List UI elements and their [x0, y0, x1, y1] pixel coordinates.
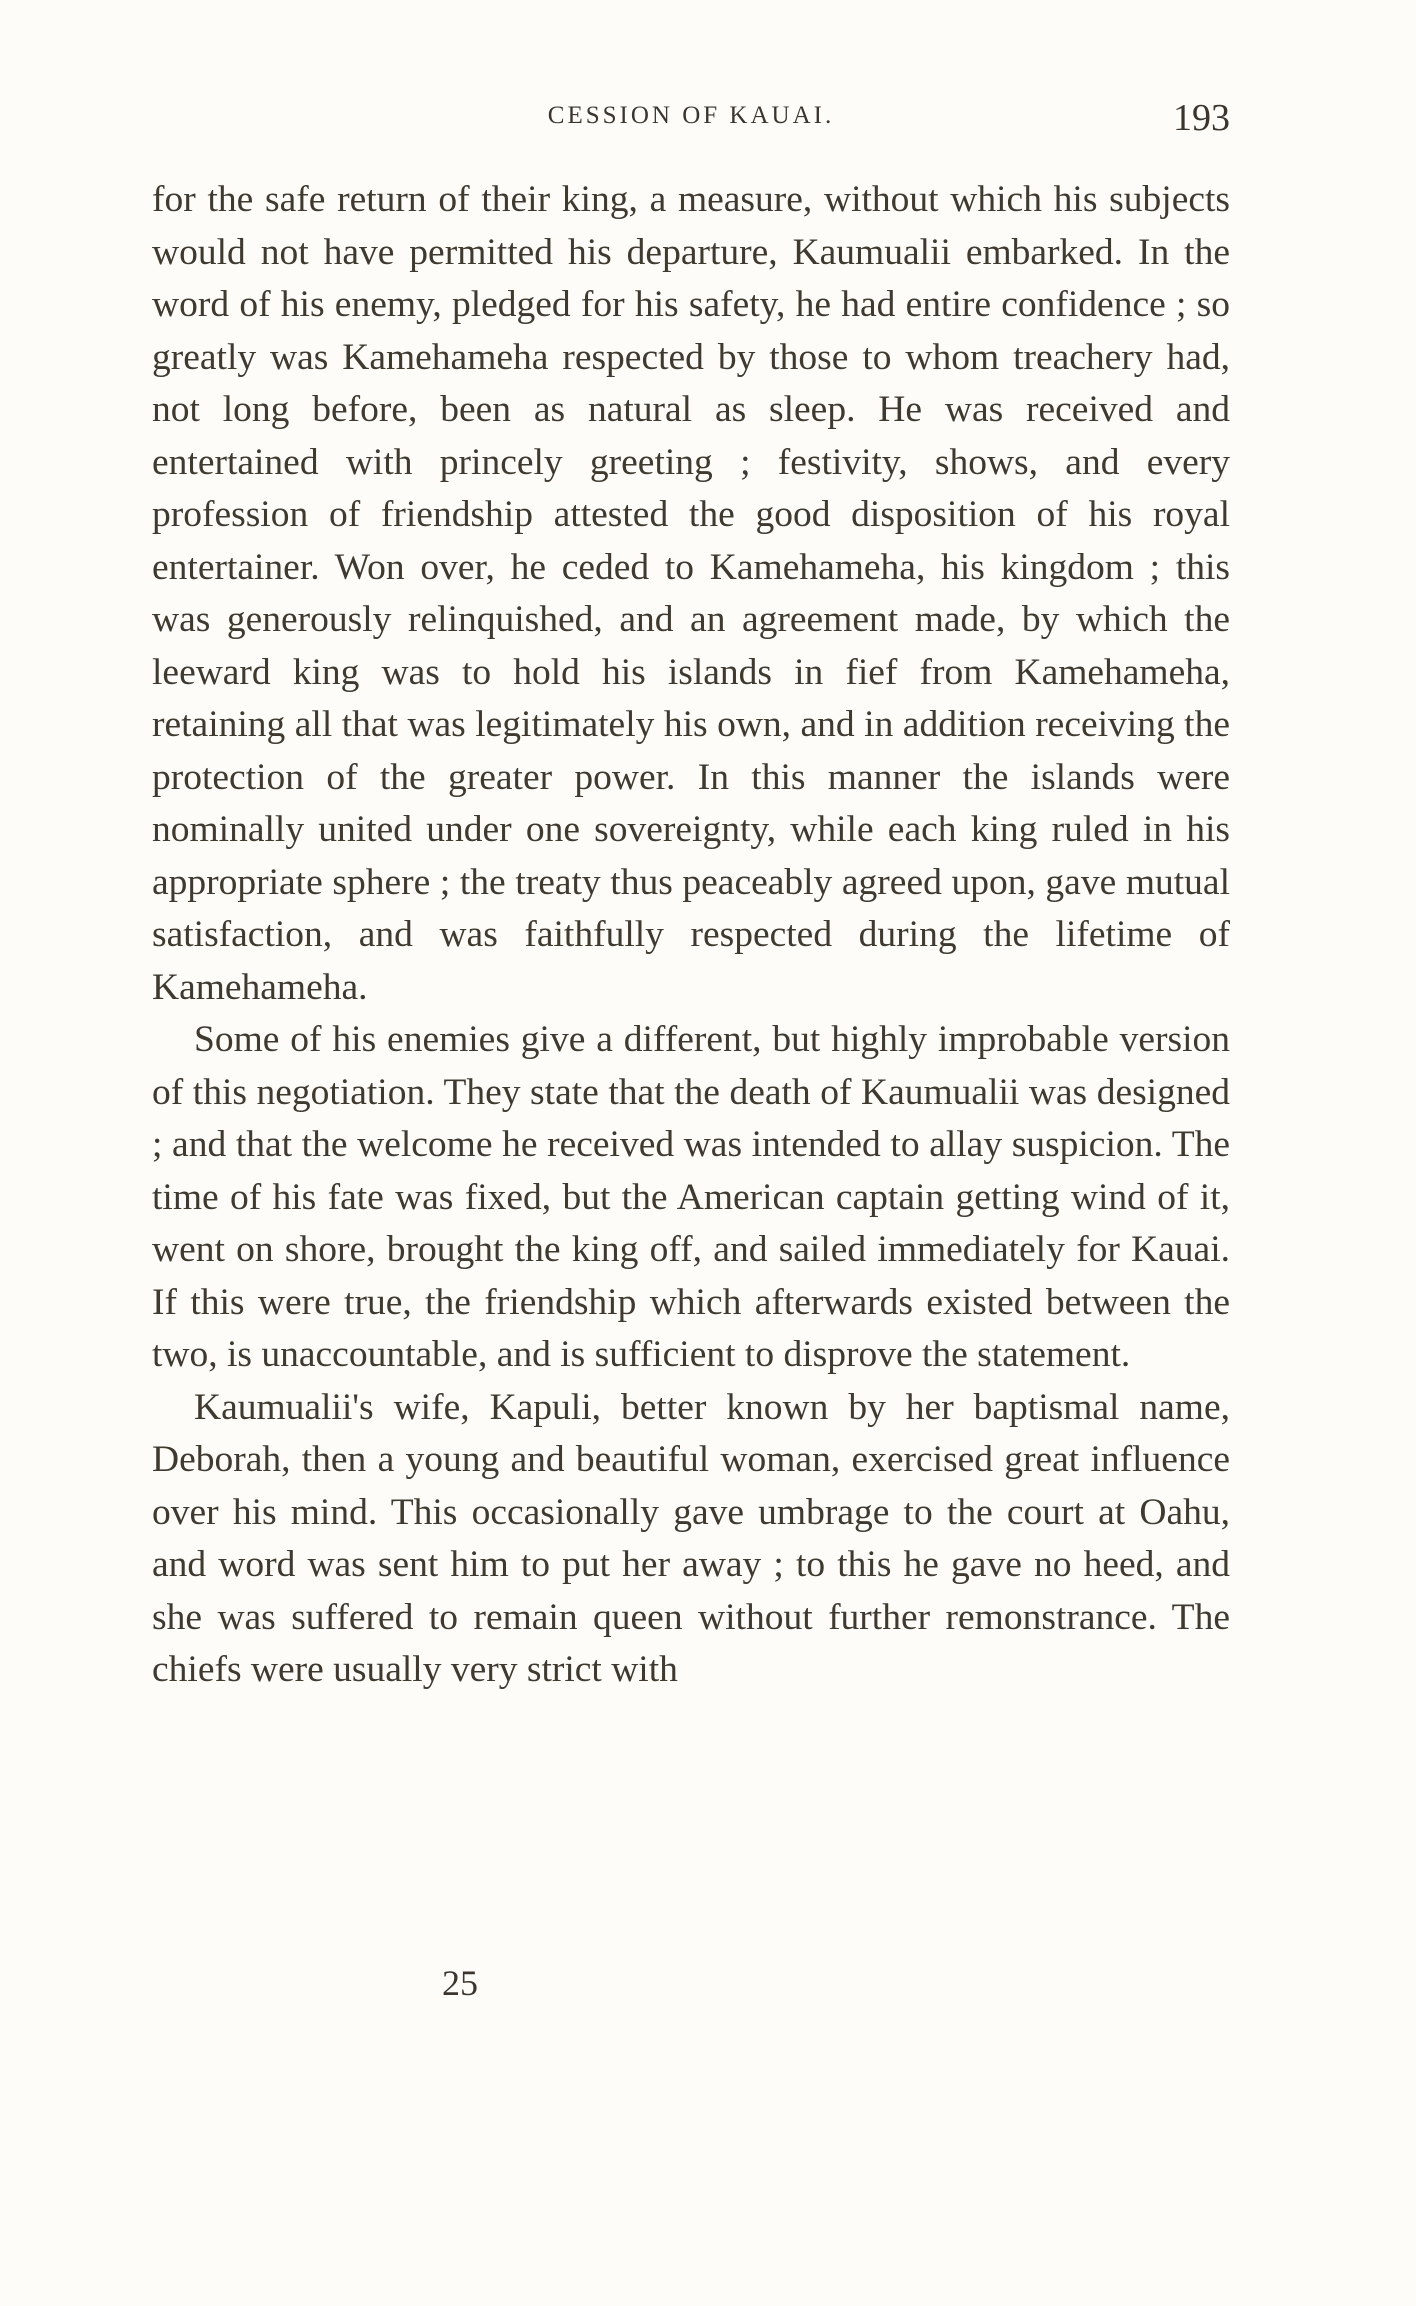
body-text [152, 174, 1230, 1697]
paragraph-continued: for the safe return of their king, a measure, without which his subjects would not have permitted his departure, Kaumualii embarked. In the word of his enemy, pledged for his safety, he had entire confidence ; so greatly was Kamehameha respected by those to whom treachery had, not long before, been as natural as sleep. He was received and entertained with princely greeting ; festivity, shows, and every profession of friendship attested the good disposition of his royal entertainer. Won over, he ceded to Kamehameha, his kingdom ; this was generously relinquished, and an agreement made, by which the leeward king was to hold his islands in fief from Kamehameha, retaining all that was legitimately his own, and in addition receiving the protection of the greater power. In this manner the islands were nominally united under one sovereignty, while each king ruled in his appropriate sphere ; the treaty thus peaceably agreed upon, gave mutual satisfaction, and was faithfully respected during the lifetime of Kamehameha. [152, 179, 1230, 1008]
paragraph: Some of his enemies give a different, but highly improbable version of this negotiation. They state that the death of Kaumualii was designed ; and that the welcome he received was intended to allay suspicion. The time of his fate was fixed, but the American captain getting wind of it, went on shore, brought the king off, and sailed immediately for Kauai. If this were true, the friendship which afterwards existed between the two, is unaccountable, and is sufficient to disprove the statement. [152, 1019, 1230, 1375]
running-title: CESSION OF KAUAI. [547, 102, 835, 129]
signature-mark: 25 [442, 1963, 478, 2003]
page-number: 193 [1173, 97, 1230, 139]
paragraph: Kaumualii's wife, Kapuli, better known by her baptismal name, Deborah, then a young and beautiful woman, exercised great influence over his mind. This occasionally gave umbrage to the court at Oahu, and word was sent him to put her away ; to this he gave no heed, and she was suffered to remain queen without further remonstrance. The chiefs were usually very strict with [152, 1386, 1230, 1690]
running-head [152, 96, 1230, 146]
